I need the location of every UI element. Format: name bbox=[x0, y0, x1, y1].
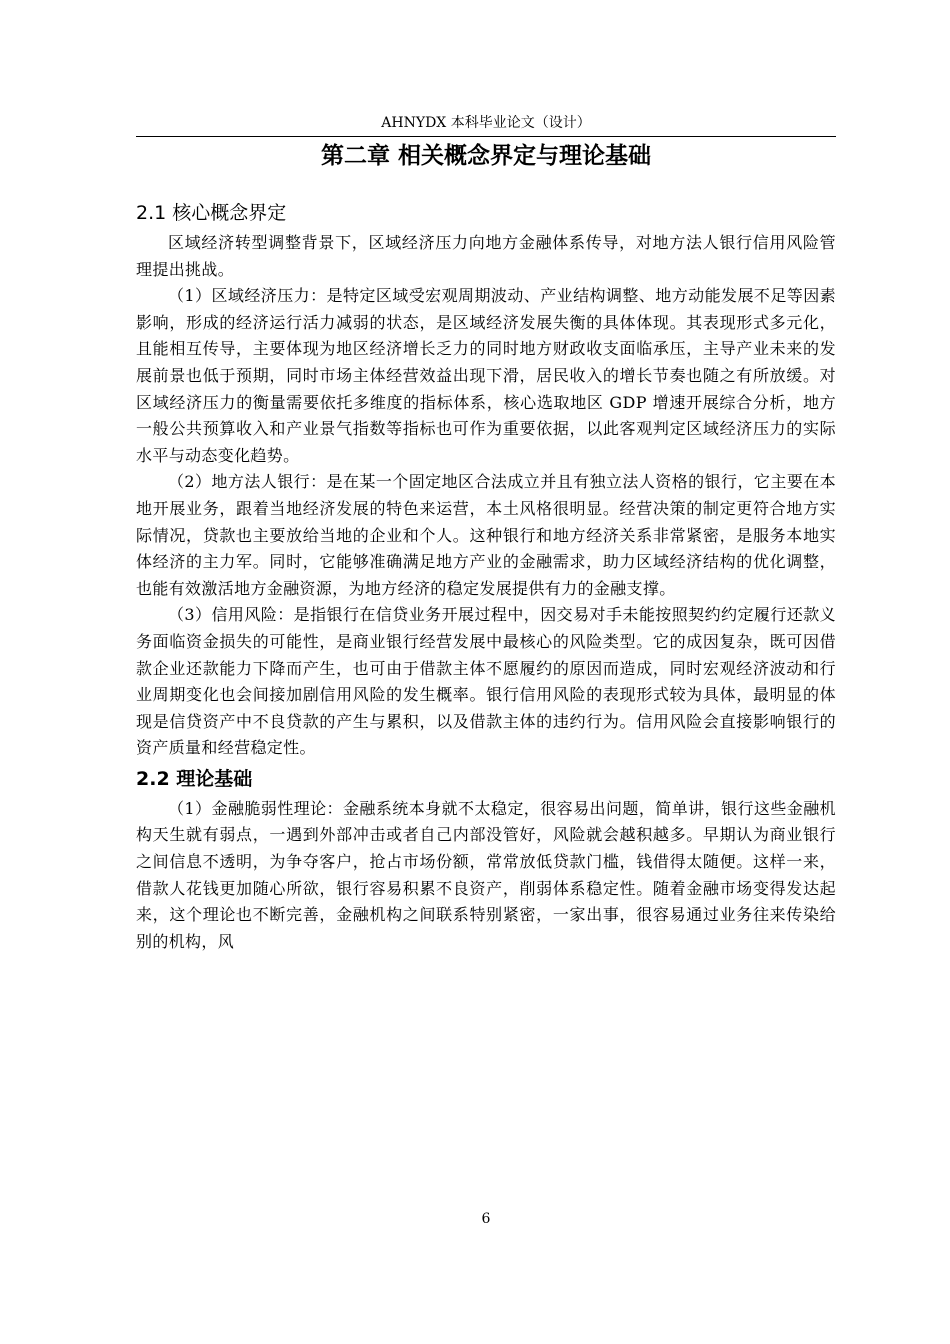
paragraph-credit-risk: （3）信用风险：是指银行在信贷业务开展过程中，因交易对手未能按照契约约定履行还款义务面临资金损失的可能性，是商业银行经营发展中最核心的风险类型。它的成因复杂，既可因借款企业还款能力下降而产生，也可由于借款主体不愿履约的原因而造成，同时宏观经济波动和行业周期变化也会间接加剧信用风险的发生概率。银行信用风险的表现形式较为具体，最明显的体现是信贷资产中不良贷款的产生与累积，以及借款主体的违约行为。信用风险会直接影响银行的资产质量和经营稳定性。 bbox=[136, 605, 836, 758]
header-rule bbox=[136, 136, 836, 137]
paragraph-intro: 区域经济转型调整背景下，区域经济压力向地方金融体系传导，对地方法人银行信用风险管理提出挑战。 bbox=[136, 233, 836, 279]
body-text bbox=[136, 196, 836, 955]
page-number: 6 bbox=[481, 1211, 491, 1227]
paragraph-local-legal-person-bank: （2）地方法人银行：是在某一个固定地区合法成立并且有独立法人资格的银行，它主要在本地开展业务，跟着当地经济发展的特色来运营，本土风格很明显。经营决策的制定更符合地方实际情况，贷款也主要放给当地的企业和个人。这种银行和地方经济关系非常紧密，是服务本地实体经济的主力军。同时，它能够准确满足地方产业的金融需求，助力区域经济结构的优化调整，也能有效激活地方金融资源，为地方经济的稳定发展提供有力的金融支撑。 bbox=[136, 472, 836, 598]
paragraph-regional-economic-pressure: （1）区域经济压力：是特定区域受宏观周期波动、产业结构调整、地方动能发展不足等因素影响，形成的经济运行活力减弱的状态，是区域经济发展失衡的具体体现。其表现形式多元化，且能相互传导，主要体现为地区经济增长乏力的同时地方财政收支面临承压，主导产业未来的发展前景也低于预期，同时市场主体经营效益出现下滑，居民收入的增长节奏也随之有所放缓。对区域经济压力的衡量需要依托多维度的指标体系，核心选取地区 GDP 增速开展综合分析，地方一般公共预算收入和产业景气指数等指标也可作为重要依据，以此客观判定区域经济压力的实际水平与动态变化趋势。 bbox=[136, 286, 836, 465]
section-heading-2-1: 2.1 核心概念界定 bbox=[136, 202, 287, 224]
chapter-title: 第二章 相关概念界定与理论基础 bbox=[320, 143, 651, 169]
paragraph-financial-fragility-theory: （1）金融脆弱性理论：金融系统本身就不太稳定，很容易出问题，简单讲，银行这些金融机构天生就有弱点，一遇到外部冲击或者自己内部没管好，风险就会越积越多。早期认为商业银行之间信息不透明，为争夺客户，抢占市场份额，常常放低贷款门槛，钱借得太随便。这样一来，借款人花钱更加随心所欲，银行容易积累不良资产，削弱体系稳定性。随着金融市场变得发达起来，这个理论也不断完善，金融机构之间联系特别紧密，一家出事，很容易通过业务往来传染给别的机构，风 bbox=[136, 798, 836, 951]
section-heading-2-2: 2.2 理论基础 bbox=[136, 767, 253, 790]
running-header: AHNYDX 本科毕业论文（设计） bbox=[381, 115, 591, 131]
